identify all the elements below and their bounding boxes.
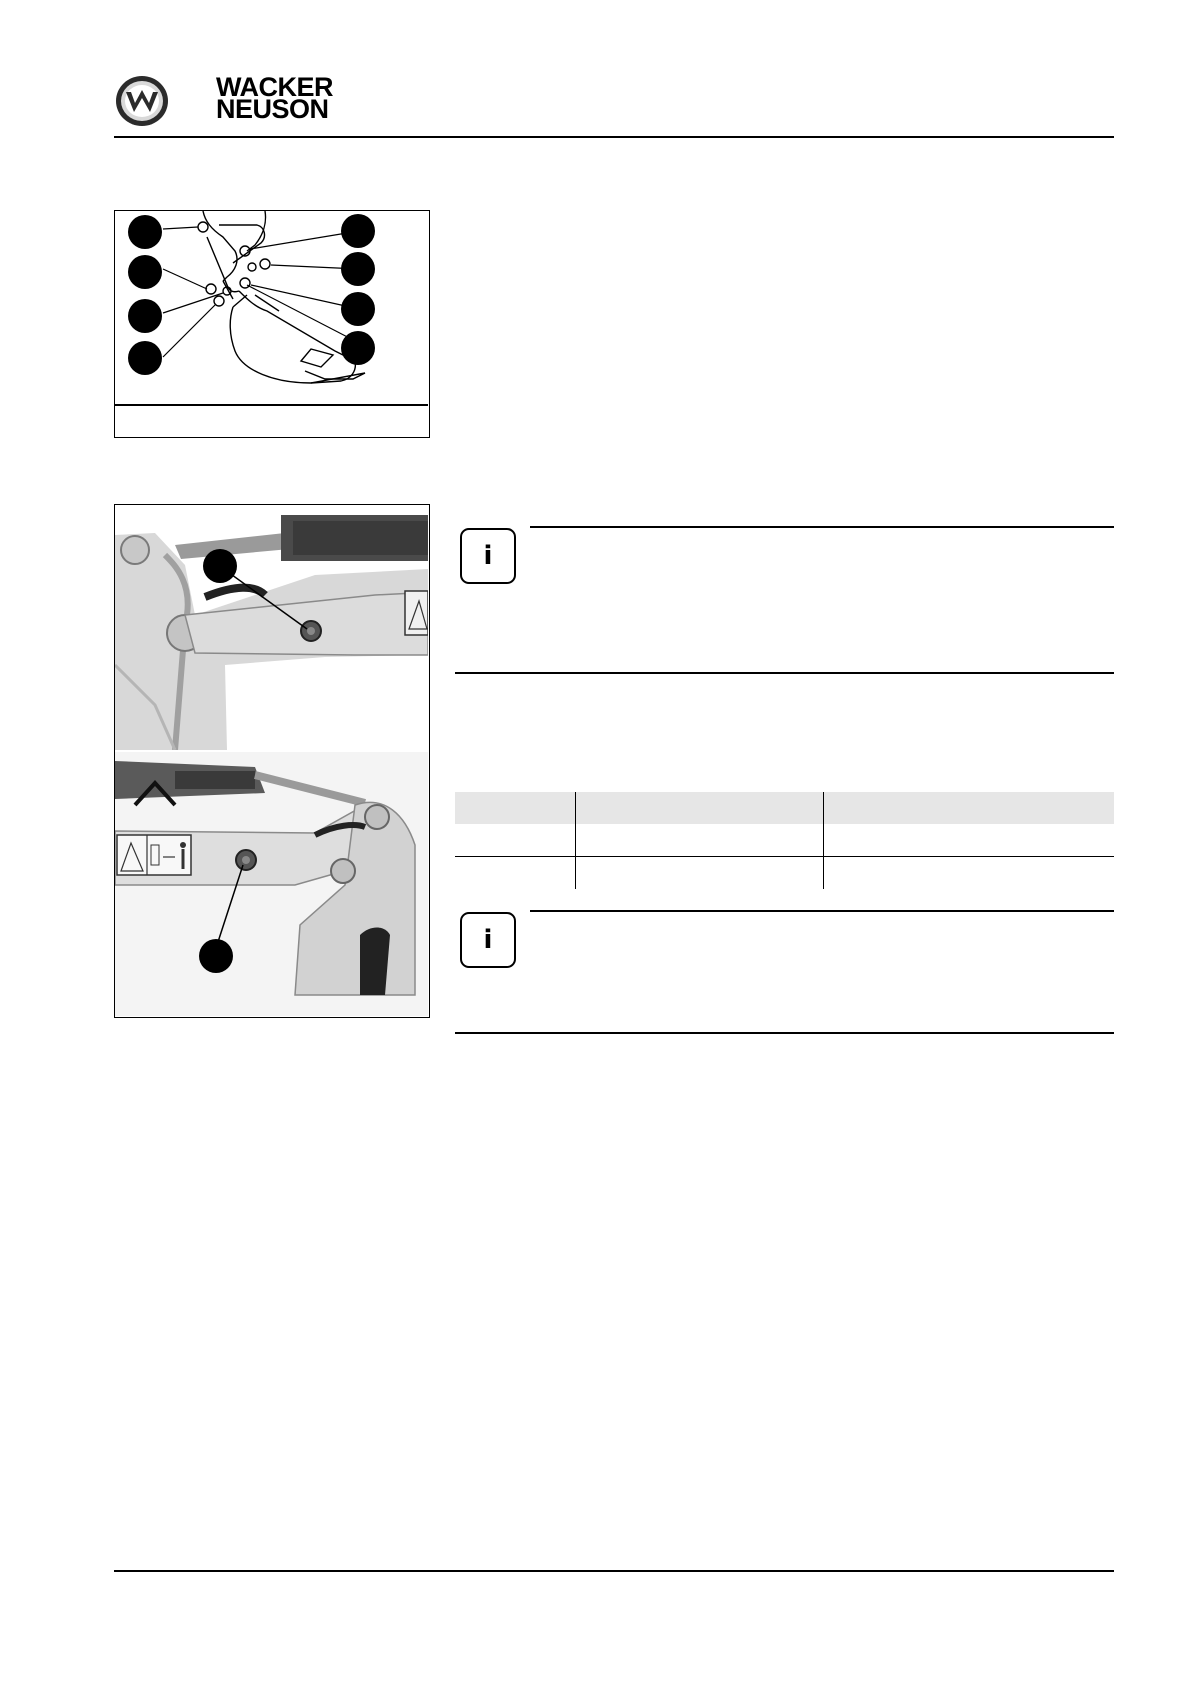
callout-marker (341, 214, 375, 248)
note-bottom-rule (455, 1032, 1114, 1034)
callout-marker (341, 292, 375, 326)
header-rule (114, 136, 1114, 138)
bucket-linkage-drawing (115, 211, 428, 404)
note-top-rule (530, 910, 1114, 912)
callout-marker (128, 341, 162, 375)
callout-marker (128, 299, 162, 333)
figure-boom-photos (114, 504, 430, 1018)
table-row (455, 824, 1114, 857)
brand-line-1: WACKER (216, 72, 333, 102)
callout-marker (341, 331, 375, 365)
brand-name (216, 72, 333, 124)
info-icon-glyph: i (483, 925, 493, 955)
callout-marker (199, 939, 233, 973)
footer-rule (114, 1570, 1114, 1572)
table-cell (823, 857, 1114, 890)
table-header-cell (575, 792, 823, 824)
table-header-cell (455, 792, 575, 824)
table-header-cell (823, 792, 1114, 824)
callout-marker (203, 549, 237, 583)
wacker-neuson-logo-icon (114, 74, 170, 128)
figure-bucket-linkage (114, 210, 430, 438)
note-bottom-rule (455, 672, 1114, 674)
info-icon-glyph: i (483, 541, 493, 571)
table-header-row (455, 792, 1114, 824)
table-cell (575, 857, 823, 890)
callout-marker (128, 215, 162, 249)
info-icon (460, 528, 516, 584)
brand-line-2: NEUSON (216, 94, 329, 124)
note-top-rule (530, 526, 1114, 528)
table-row (455, 857, 1114, 890)
specification-table (455, 792, 1114, 889)
callout-marker (128, 255, 162, 289)
callout-marker (341, 252, 375, 286)
boom-photo-illustration (115, 505, 428, 1016)
table-cell (575, 824, 823, 857)
figure-caption-rule (115, 404, 428, 406)
table-cell (455, 857, 575, 890)
table-cell (823, 824, 1114, 857)
info-icon (460, 912, 516, 968)
table-cell (455, 824, 575, 857)
